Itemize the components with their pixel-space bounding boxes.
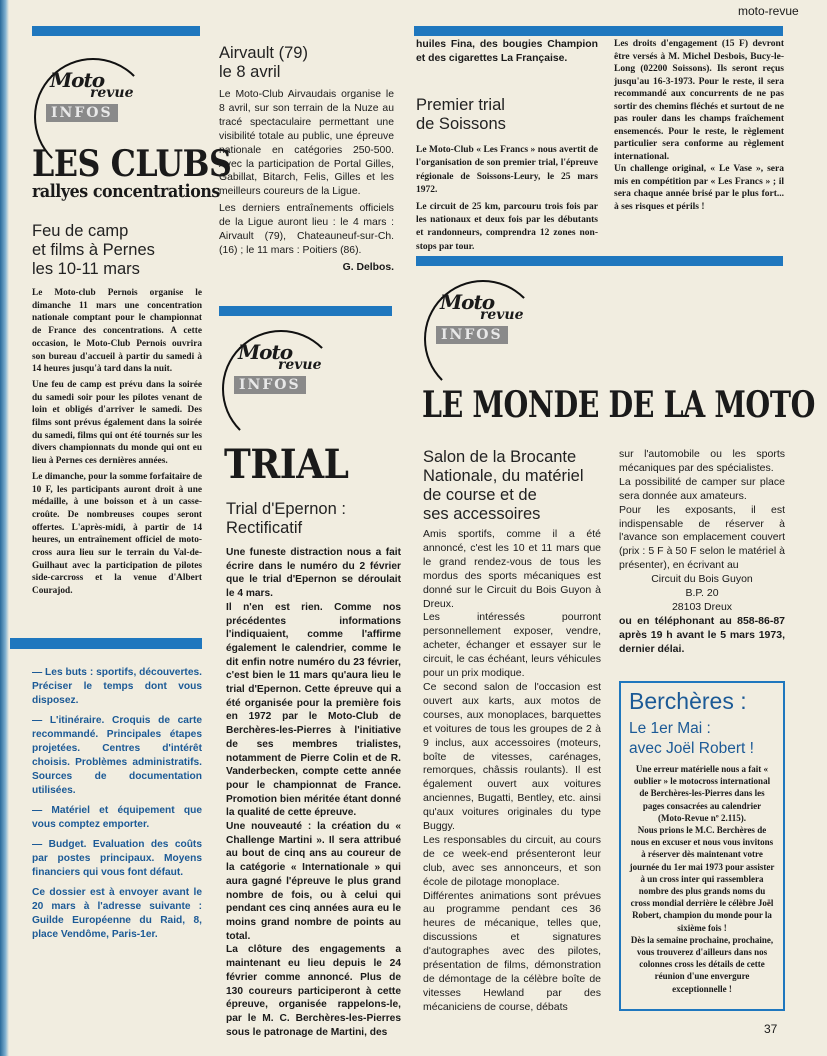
- section-title-trial: TRIAL: [224, 441, 349, 488]
- article-title-epernon: Trial d'Epernon : Rectificatif: [226, 500, 346, 537]
- monde-blue-bar: [416, 256, 783, 266]
- top-blue-bar-left: [32, 26, 200, 36]
- fina-continuation: huiles Fina, des bougies Champion et des cigarettes La Française.: [416, 39, 598, 64]
- article-body-brocante-col1: Amis sportifs, comme il a été annoncé, c'est les 10 et 11 mars que le grand rendez-vous de tous les mordus des sports mécaniques est donné sur le Circuit du Bois Guyon à Dreux. Les intéressés pourront personnellement exposer, vendre, acheter, échanger et essayer sur le circuit, le cas échéant, leurs véhicules pour un prix modique. Ce second salon de l'occasion est ouvert aux karts, aux motos de courses, aux monoplaces, barquettes et voitures de tous les groupes de 2 à 9 inclus, aux accessoires (moteurs, boîte de vitesses, carénages, remorques, châssis roulants). Il est également ouvert aux voitures anciennes, Bugatti, Bentley, etc. ainsi qu'aux voitures originales du type Buggy. Les responsables du circuit, au cours de ce week-end présenteront leur club, avec ses annonceurs, et son école de pilotage monoplace. Différentes animations sont prévues au programme pendant ces 36 heures de mécanique, telles que, discussions et signatures d'autographes avec des pilotes, présentation de films, démonstration de démontage de la célèbre boîte de vitesses Hewland par des mécaniciens de course, débats: [423, 528, 601, 1013]
- article-body-pernes: Le Moto-club Pernois organise le dimanche 11 mars une concentration nationale comptant pour le championnat de France des concentrations. A cette occasion, le Moto-Club Pernois ouvrira son bureau d'accueil à partir du samedi à 14 heures jusqu'à tard dans la nuit. Une feu de camp est prévu dans la soirée du samedi soir pour les pilotes venant de loin et obligés d'arriver le samedi. Des films sont prévus également dans la soirée du samedi, films qui ont été tournés sur les divers championnats du monde qui ont eu lieu à Pernes ces dernières années. Le dimanche, pour la somme forfaitaire de 10 F, les participants auront droit à une médaille, à une boisson et à un casse-croûte. De nombreuses coupes seront offertes. L'après-midi, à partir de 14 heures, un entraînement officiel de moto-cross aura lieu sur le terrain du Val-de-Guilhaut avec la participation de pilotes side-carcross et la venue d'Albert Courajod.: [32, 288, 202, 597]
- address-block: Circuit du Bois Guyon B.P. 20 28103 Dreux: [651, 573, 753, 613]
- signature-delbos: G. Delbos.: [342, 261, 394, 273]
- bercheres-title: Berchères :: [629, 688, 747, 714]
- page-number: 37: [764, 1022, 778, 1036]
- article-title-brocante: Salon de la Brocante Nationale, du matériel de course et de ses accessoires: [423, 448, 584, 523]
- section-title-monde: LE MONDE DE LA MOTO: [422, 384, 815, 426]
- moto-revue-infos-logo: Moto revue INFOS: [222, 330, 332, 398]
- article-body-soissons-col2: Les droits d'engagement (15 F) devront être versés à M. Michel Desbois, Bucy-le-Long (02200 Soissons). Ils seront reçus jusqu'au 16-3-1973. Pour le reste, il sera recommandé aux concurrents de ne pas sortir des chemins fléchés et surtout de ne pas rouler dans les champs fraîchement ensemencés. Pour le reste, le règlement particulier sera conforme au règlement international. Un challenge original, « Le Vase », sera mis en compétition par « Les Francs » ; il sera chaque année brisé par le plus fort... à ses risques et périls !: [614, 39, 784, 212]
- section-title-clubs: LES CLUBS: [32, 143, 232, 185]
- article-title-airvault: Airvault (79) le 8 avril: [219, 44, 308, 81]
- article-body-epernon: Une funeste distraction nous a fait écrire dans le numéro du 2 février que le trial d'Epernon se déroulait le 4 mars. Il n'en est rien. Comme nos précédentes informations l'indiquaient, comme l'affirme également le calendrier, comme le dit enfin notre numéro du 23 février, c'est bien le 11 mars qu'aura lieu le trial d'Epernon. Cette épreuve qui a été organisée pour la première fois en 1972 par le Moto-Club de Berchères-les-Pierres à l'initiative de ses membres trialistes, notamment de Pierre Colin et de R. Vanderbecken, compte cette année pour le championnat de France. Promotion bien méritée étant donné la qualité de cette épreuve. Une nouveauté : la création du « Challenge Martini ». Il sera attribué au bout de cinq ans au coureur de la catégorie « Internationale » qui aura gagné l'épreuve le plus grand nombre de fois, ou à celui qui pendant ces cinq années aura eu le moins grand nombre de points au total. La clôture des engagements a maintenant eu lieu depuis le 24 février comme annoncé. Plus de 130 coureurs participeront à cette épreuve, organisée rappelons-le, par le M. C. Berchères-les-Pierres sous le patronage de Martini, des: [226, 547, 401, 1038]
- article-body-airvault: Le Moto-Club Airvaudais organise le 8 avril, sur son terrain de la Nuze au tracé spectaculaire permettant une visibilité totale au public, une épreuve nationale en catégories 250-500. Avec la participation de Portal Gilles, Gabillat, Bitarch, Felis, Gilles et les meilleurs coureurs de la Ligue. Les derniers entraînements officiels de la Ligue auront lieu : le 4 mars : Airvault (79), Chateauneuf-sur-Ch. (16) ; le 11 mars : Poitiers (86). G. Delbos.: [219, 89, 394, 273]
- bercheres-body: Une erreur matérielle nous a fait « oublier » le motocross international de Berchères-les-Pierres dans les pages consacrées au calendrier (Moto-Revue nº 2.115). Nous prions le M.C. Berchères de nous en excuser et nous vous invitons à réserver dès maintenant votre journée du 1er mai 1973 pour assister à un cross inter qui rassemblera nombre des plus grands noms du cross mondial derrière le célèbre Joël Robert, champion du monde pour la sixième fois ! Dès la semaine prochaine, prochaine, vous trouverez d'ailleurs dans nos colonnes cross les détails de cette réunion d'une envergure exceptionnelle !: [629, 764, 775, 994]
- article-body-brocante-col2: sur l'automobile ou les sports mécaniques par des spécialistes. La possibilité de camper sur place sera donnée aux amateurs. Pour les exposants, il est indispensable de réserver à l'avance son emplacement couvert (prix : 5 F à 50 F selon le matériel à présenter), en écrivant au Circuit du Bois Guyon B.P. 20 28103 Dreux ou en téléphonant au 858-86-87 après 19 h avant le 5 mars 1973, dernier délai.: [619, 448, 785, 655]
- raid-list: — Les buts : sportifs, découvertes. Préciser le temps dont vous disposez. — L'itinéraire. Croquis de carte recommandé. Principales étapes projetées. Centres d'intérêt choisis. Problèmes administratifs. Sources de documentation utilisées. — Matériel et équipement que vous comptez emporter. — Budget. Evaluation des coûts par postes principaux. Moyens financiers qui vous font défaut. Ce dossier est à envoyer avant le 20 mars à l'adresse suivante : Guilde Européenne du Raid, 8, place Vendôme, Paris-1er.: [32, 667, 202, 940]
- bercheres-subtitle-2: avec Joël Robert !: [629, 740, 754, 757]
- section-subtitle-clubs: rallyes concentrations: [32, 181, 220, 202]
- article-title-pernes: Feu de camp et films à Pernes les 10-11 mars: [32, 222, 155, 278]
- moto-revue-infos-logo: Moto revue INFOS: [34, 58, 144, 126]
- running-head: moto-revue: [738, 4, 799, 18]
- trial-blue-bar: [219, 306, 392, 316]
- bercheres-subtitle-1: Le 1er Mai :: [629, 720, 711, 737]
- bercheres-box: [619, 681, 785, 1011]
- raid-blue-bar: [10, 638, 202, 649]
- article-body-soissons-col1: Le Moto-Club « Les Francs » nous avertit de l'organisation de son premier trial, l'épreuve régionale de Soissons-Leury, le 25 mars 1972. Le circuit de 25 km, parcouru trois fois par les nationaux et deux fois par les débutants et randonneurs, comprendra 12 zones non-stops par tour.: [416, 145, 598, 252]
- article-title-soissons: Premier trial de Soissons: [416, 96, 506, 133]
- page-edge-strip: [0, 0, 9, 1056]
- moto-revue-infos-logo: Moto revue INFOS: [424, 280, 534, 348]
- top-blue-bar-right: [414, 26, 783, 36]
